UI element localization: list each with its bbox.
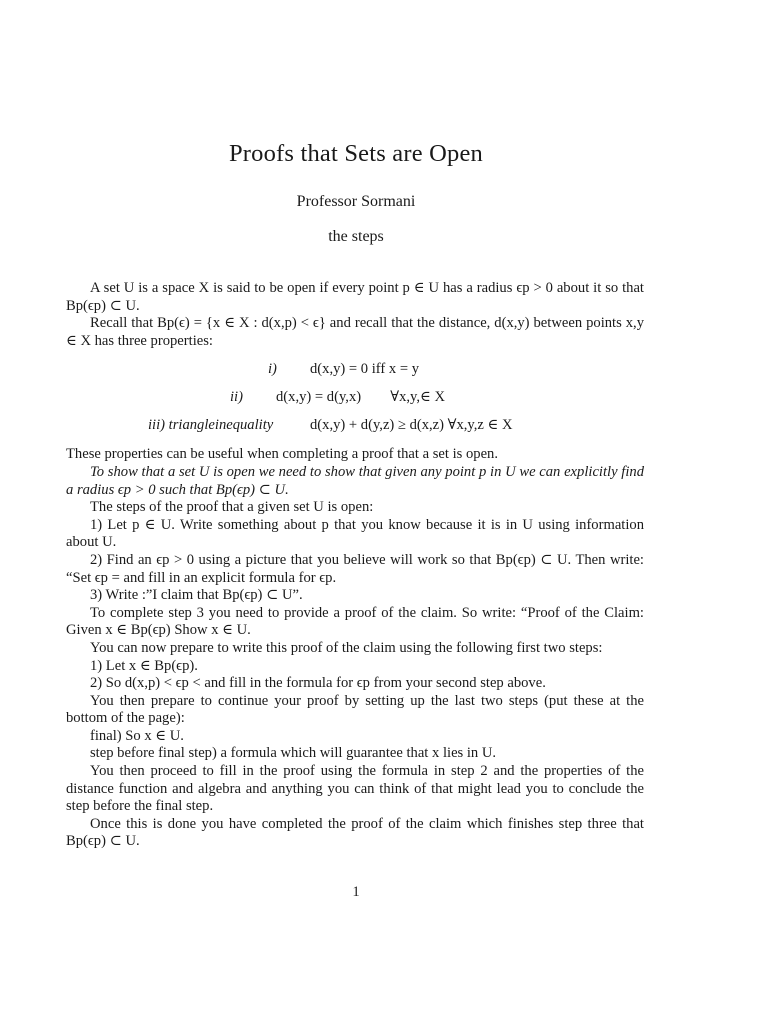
property-label: ii) xyxy=(230,389,243,406)
document-title: Proofs that Sets are Open xyxy=(228,140,484,167)
paragraph-ball-definition: Recall that Bp(ϵ) = {x ∈ X : d(x,p) < ϵ} and recall that the distance, d(x,y) between points x,y ∈ X has three properties: xyxy=(66,315,644,349)
paragraph-final-step: final) So x ∈ U. xyxy=(90,727,184,744)
paragraph-step-2: 2) Find an ϵp > 0 using a picture that you believe will work so that Bp(ϵp) ⊂ U. Then write: “Set ϵp = and fill in an explicit formula for ϵp. xyxy=(66,551,644,586)
page-number: 1 xyxy=(352,884,360,900)
paragraph-proof-of-claim: To complete step 3 you need to provide a proof of the claim. So write: “Proof of the Claim: Given x ∈ Bp(ϵp) Show x ∈ U. xyxy=(66,604,644,639)
paragraph-step-before-final: step before final step) a formula which will guarantee that x lies in U. xyxy=(90,745,497,762)
paragraph-steps-intro: The steps of the proof that a given set U is open: xyxy=(90,499,374,516)
paragraph-claim-step-2: 2) So d(x,p) < ϵp < and fill in the formula for ϵp from your second step above. xyxy=(90,675,546,692)
paragraph-open-set-definition: A set U is a space X is said to be open if every point p ∈ U has a radius ϵp > 0 about it so that Bp(ϵp) ⊂ U. xyxy=(66,280,644,314)
property-label: i) xyxy=(268,361,277,378)
paragraph-fill-in-proof: You then proceed to fill in the proof using the formula in step 2 and the properties of the distance function and algebra and anything you can think of that might lead you to conclude the step before the final step. xyxy=(66,763,644,815)
document-body xyxy=(66,280,644,851)
property-formula: d(x,y) = d(y,x) ∀x,y,∈ X xyxy=(276,389,446,406)
property-1 xyxy=(66,356,644,384)
paragraph-step-1: 1) Let p ∈ U. Write something about p that you know because it is in U using information about U. xyxy=(66,516,644,551)
document-author: Professor Sormani xyxy=(296,193,416,210)
paragraph-conclusion: Once this is done you have completed the proof of the claim which finishes step three that Bp(ϵp) ⊂ U. xyxy=(66,815,644,850)
property-formula: d(x,y) + d(y,z) ≥ d(x,z) ∀x,y,z ∈ X xyxy=(310,417,513,434)
property-3 xyxy=(66,412,644,440)
paragraph-goal: To show that a set U is open we need to show that given any point p in U we can explicitly find a radius ϵp > 0 such that Bp(ϵp) ⊂ U. xyxy=(66,463,644,498)
property-formula: d(x,y) = 0 iff x = y xyxy=(310,361,420,378)
paragraph-prepare-proof: You can now prepare to write this proof of the claim using the following first two steps: xyxy=(90,639,603,656)
property-label: iii) triangleinequality xyxy=(148,417,274,434)
paragraph-step-3: 3) Write :”I claim that Bp(ϵp) ⊂ U”. xyxy=(90,587,303,604)
paragraph-last-two-steps: You then prepare to continue your proof by setting up the last two steps (put these at the bottom of the page): xyxy=(66,692,644,727)
document-date: the steps xyxy=(328,228,384,245)
property-2 xyxy=(66,384,644,412)
paragraph-claim-step-1: 1) Let x ∈ Bp(ϵp). xyxy=(90,657,198,674)
paragraph-properties-useful: These properties can be useful when completing a proof that a set is open. xyxy=(66,446,498,463)
